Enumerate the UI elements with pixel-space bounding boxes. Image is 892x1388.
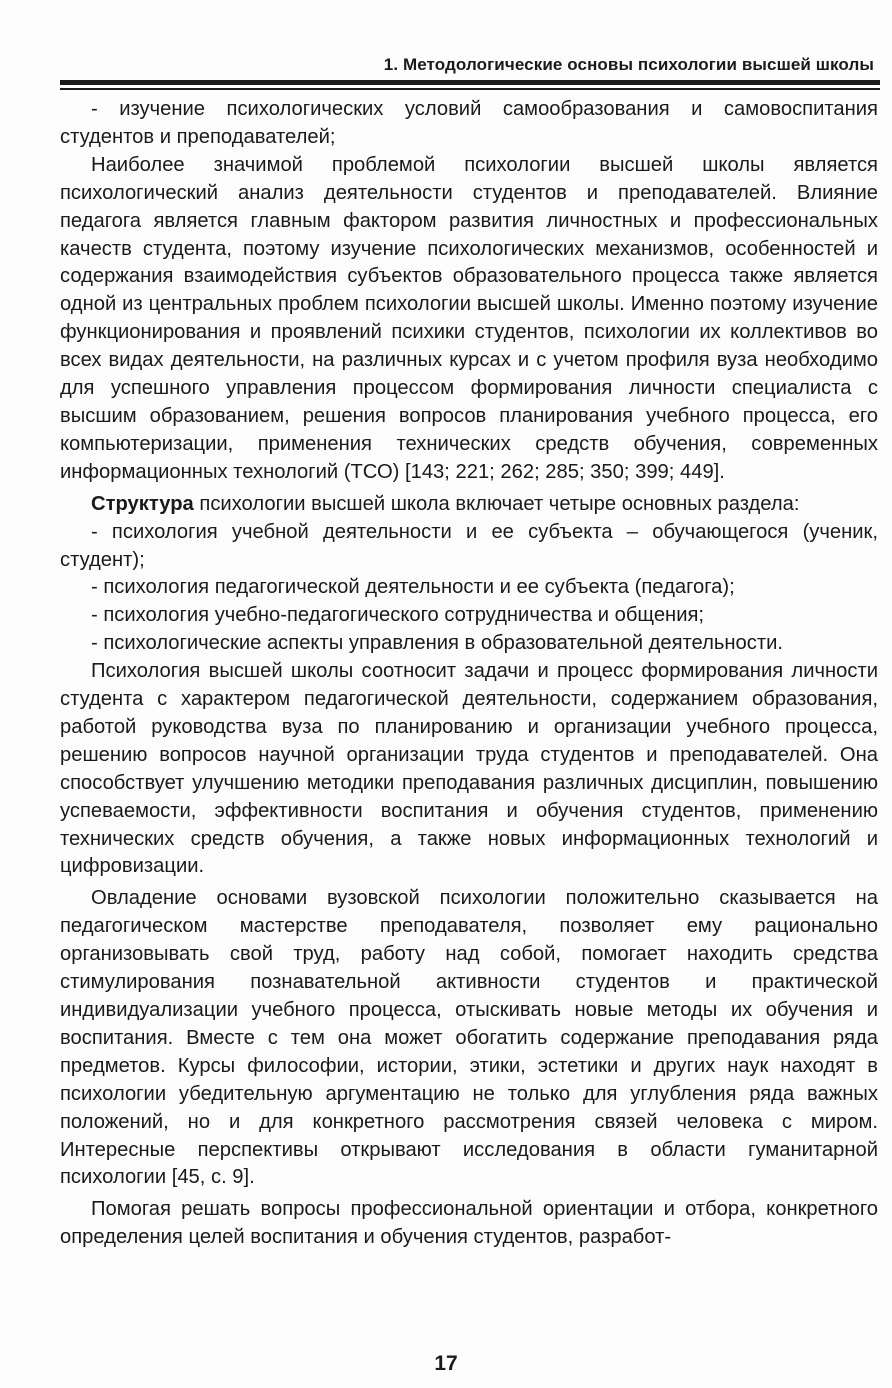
paragraph: Наиболее значимой проблемой психологии высшей школы является психологический анализ деятельности студентов и преподавателей. Влияние педагога является главным фактором развития личностных и профессиональных качеств студента, поэтому изучение психологических механизмов, особенностей и содержания взаимодействия субъектов образовательного процесса также является одной из центральных проблем психологии высшей школы. Именно поэтому изучение функционирования и проявлений психики студентов, психологии их коллективов во всех видах деятельности, на различных курсах и с учетом профиля вуза необходимо для успешного управления процессом формирования личности специалиста с высшим образованием, решения вопросов планирования учебного процесса, его компьютеризации, применения технических средств обучения, современных информационных технологий (ТСО) [143; 221; 262; 285; 350; 399; 449]. bbox=[60, 153, 878, 483]
paragraph: Психология высшей школы соотносит задачи и процесс формирования личности студента с характером педагогической деятельности, содержанием образования, работой руководства вуза по планированию и организации учебного процесса, решению вопросов научной организации труда студентов и преподавателей. Она способствует улучшению методики преподавания различных дисциплин, повышению успеваемости, эффективности воспитания и обучения студентов, применению технических средств обучения, а также новых информационных технологий и цифровизации. bbox=[60, 660, 878, 878]
header-rule-thick bbox=[60, 80, 880, 85]
page-number: 17 bbox=[434, 1352, 458, 1375]
paragraph bbox=[60, 491, 878, 519]
paragraph: Помогая решать вопросы профессиональной ориентации и отбора, конкретного определения целей воспитания и обучения студентов, разработ- bbox=[60, 1198, 878, 1249]
body-text bbox=[60, 96, 878, 1252]
header-rule-thin bbox=[60, 88, 880, 90]
running-header: 1. Методологические основы психологии высшей школы bbox=[383, 55, 874, 74]
paragraph-lead-term: Структура bbox=[91, 492, 194, 515]
list-item: - психология учебной деятельности и ее субъекта – обучающегося (ученик, студент); bbox=[60, 520, 878, 571]
paragraph: - изучение психологических условий самообразования и самовоспитания студентов и преподавателей; bbox=[60, 98, 878, 148]
paragraph: Овладение основами вузовской психологии положительно сказывается на педагогическом мастерстве преподавателя, позволяет ему рационально организовывать свой труд, работу над собой, помогает находить средства стимулирования познавательной активности студентов и практической индивидуализации учебного процесса, отыскивать новые методы их обучения и воспитания. Вместе с тем она может обогатить содержание преподавания ряда предметов. Курсы философии, истории, этики, эстетики и других наук находят в психологии убедительную аргументацию не только для углубления ряда важных положений, но и для конкретного рассмотрения связей человека с миром. Интересные перспективы открывают исследования в области гуманитарной психологии [45, с. 9]. bbox=[60, 887, 878, 1189]
list-item: - психологические аспекты управления в образовательной деятельности. bbox=[91, 632, 783, 655]
paragraph-rest: психологии высшей школа включает четыре основных раздела: bbox=[193, 492, 800, 515]
list-item: - психология учебно-педагогического сотрудничества и общения; bbox=[91, 604, 705, 627]
list-item: - психология педагогической деятельности и ее субъекта (педагога); bbox=[91, 576, 735, 599]
